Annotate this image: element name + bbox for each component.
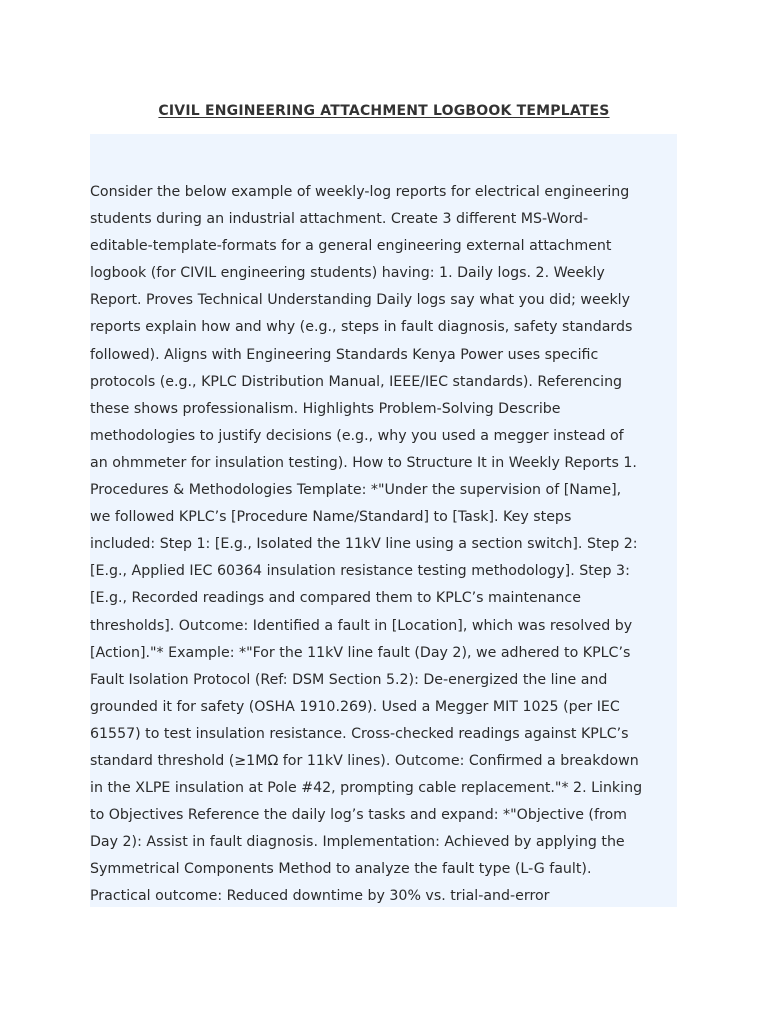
content-box [90, 134, 677, 907]
body-line: in the XLPE insulation at Pole #42, prompting cable replacement."* 2. Linking [90, 780, 643, 797]
body-line: students during an industrial attachment. Create 3 different MS-Word- [90, 211, 589, 228]
body-line: Symmetrical Components Method to analyze the fault type (L-G fault). [90, 861, 592, 878]
body-line: Practical outcome: Reduced downtime by 30% vs. trial-and-error [90, 888, 550, 905]
body-line: included: Step 1: [E.g., Isolated the 11kV line using a section switch]. Step 2: [90, 536, 638, 553]
body-line: standard threshold (≥1MΩ for 11kV lines). Outcome: Confirmed a breakdown [90, 752, 639, 769]
body-line: Fault Isolation Protocol (Ref: DSM Section 5.2): De-energized the line and [90, 671, 608, 688]
body-line: methodologies to justify decisions (e.g., why you used a megger instead of [90, 427, 624, 444]
body-line: Day 2): Assist in fault diagnosis. Implementation: Achieved by applying the [90, 834, 625, 851]
body-line: to Objectives Reference the daily log’s tasks and expand: *"Objective (from [90, 807, 627, 824]
body-line: grounded it for safety (OSHA 1910.269). Used a Megger MIT 1025 (per IEC [90, 698, 620, 715]
body-line: protocols (e.g., KPLC Distribution Manual, IEEE/IEC standards). Referencing [90, 373, 623, 390]
page-title: CIVIL ENGINEERING ATTACHMENT LOGBOOK TEMPLATES [158, 103, 610, 119]
body-line: editable-template-formats for a general engineering external attachment [90, 238, 612, 255]
body-line: [E.g., Applied IEC 60364 insulation resistance testing methodology]. Step 3: [90, 563, 630, 580]
body-line: Procedures & Methodologies Template: *"Under the supervision of [Name], [90, 482, 622, 499]
body-line: 61557) to test insulation resistance. Cross-checked readings against KPLC’s [90, 725, 629, 742]
body-line: logbook (for CIVIL engineering students) having: 1. Daily logs. 2. Weekly [90, 265, 605, 282]
body-line: these shows professionalism. Highlights Problem-Solving Describe [90, 400, 561, 417]
body-line: Report. Proves Technical Understanding Daily logs say what you did; weekly [90, 292, 631, 309]
body-line: [E.g., Recorded readings and compared them to KPLC’s maintenance [90, 590, 581, 607]
body-line: thresholds]. Outcome: Identified a fault in [Location], which was resolved by [90, 617, 633, 634]
body-line: [Action]."* Example: *"For the 11kV line fault (Day 2), we adhered to KPLC’s [90, 644, 631, 661]
body-line: Consider the below example of weekly-log reports for electrical engineering [90, 184, 630, 200]
body-line: followed). Aligns with Engineering Standards Kenya Power uses specific [90, 346, 599, 363]
body-line: reports explain how and why (e.g., steps in fault diagnosis, safety standards [90, 319, 633, 336]
body-line: we followed KPLC’s [Procedure Name/Standard] to [Task]. Key steps [90, 509, 572, 526]
body-line: an ohmmeter for insulation testing). How to Structure It in Weekly Reports 1. [90, 454, 637, 471]
body-paragraph [90, 179, 677, 907]
